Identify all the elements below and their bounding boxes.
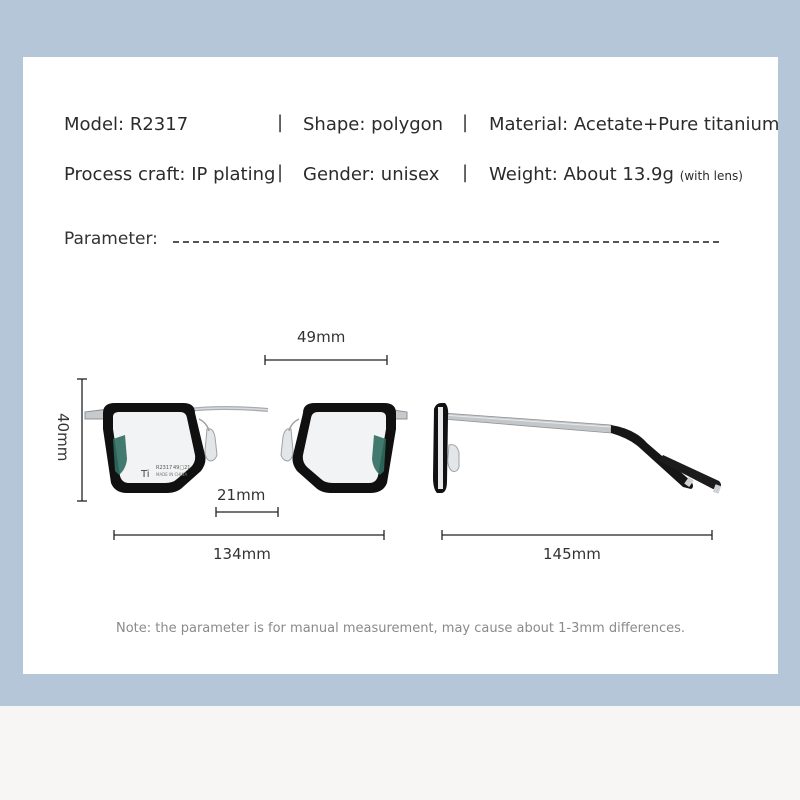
spec-separator: |: [462, 162, 469, 183]
spec-gender: Gender: unisex: [303, 164, 440, 185]
lens-width-label: 49mm: [297, 328, 346, 346]
lens-height-label: 40mm: [54, 413, 72, 462]
spec-separator: |: [277, 112, 284, 133]
spec-process-craft: Process craft: IP plating: [64, 164, 276, 185]
frame-width-label: 134mm: [213, 545, 271, 563]
spec-separator: |: [462, 112, 469, 133]
spec-model: Model: R2317: [64, 114, 189, 135]
bridge-width-label: 21mm: [217, 486, 266, 504]
glasses-front-view: [85, 403, 407, 493]
temple-print-brand: Ti: [141, 469, 150, 480]
temple-print-model: R2317: [156, 465, 173, 471]
spec-material: Material: Acetate+Pure titanium: [489, 114, 780, 135]
parameter-label: Parameter:: [64, 229, 158, 249]
spec-weight-note: (with lens): [679, 169, 743, 183]
temple-print-size: 49□21: [173, 465, 191, 471]
temple-print-small: MADE IN CHINA: [156, 472, 188, 477]
spec-shape: Shape: polygon: [303, 114, 444, 135]
spec-card: [23, 57, 778, 674]
bottom-background-band: [0, 706, 800, 800]
spec-weight-value: Weight: About 13.9g: [489, 164, 674, 185]
glasses-diagram: [23, 57, 778, 674]
measurement-note: Note: the parameter is for manual measurement, may cause about 1-3mm differences.: [115, 621, 686, 636]
glasses-side-view: [433, 403, 721, 494]
temple-length-label: 145mm: [543, 545, 601, 563]
spec-separator: |: [277, 162, 284, 183]
